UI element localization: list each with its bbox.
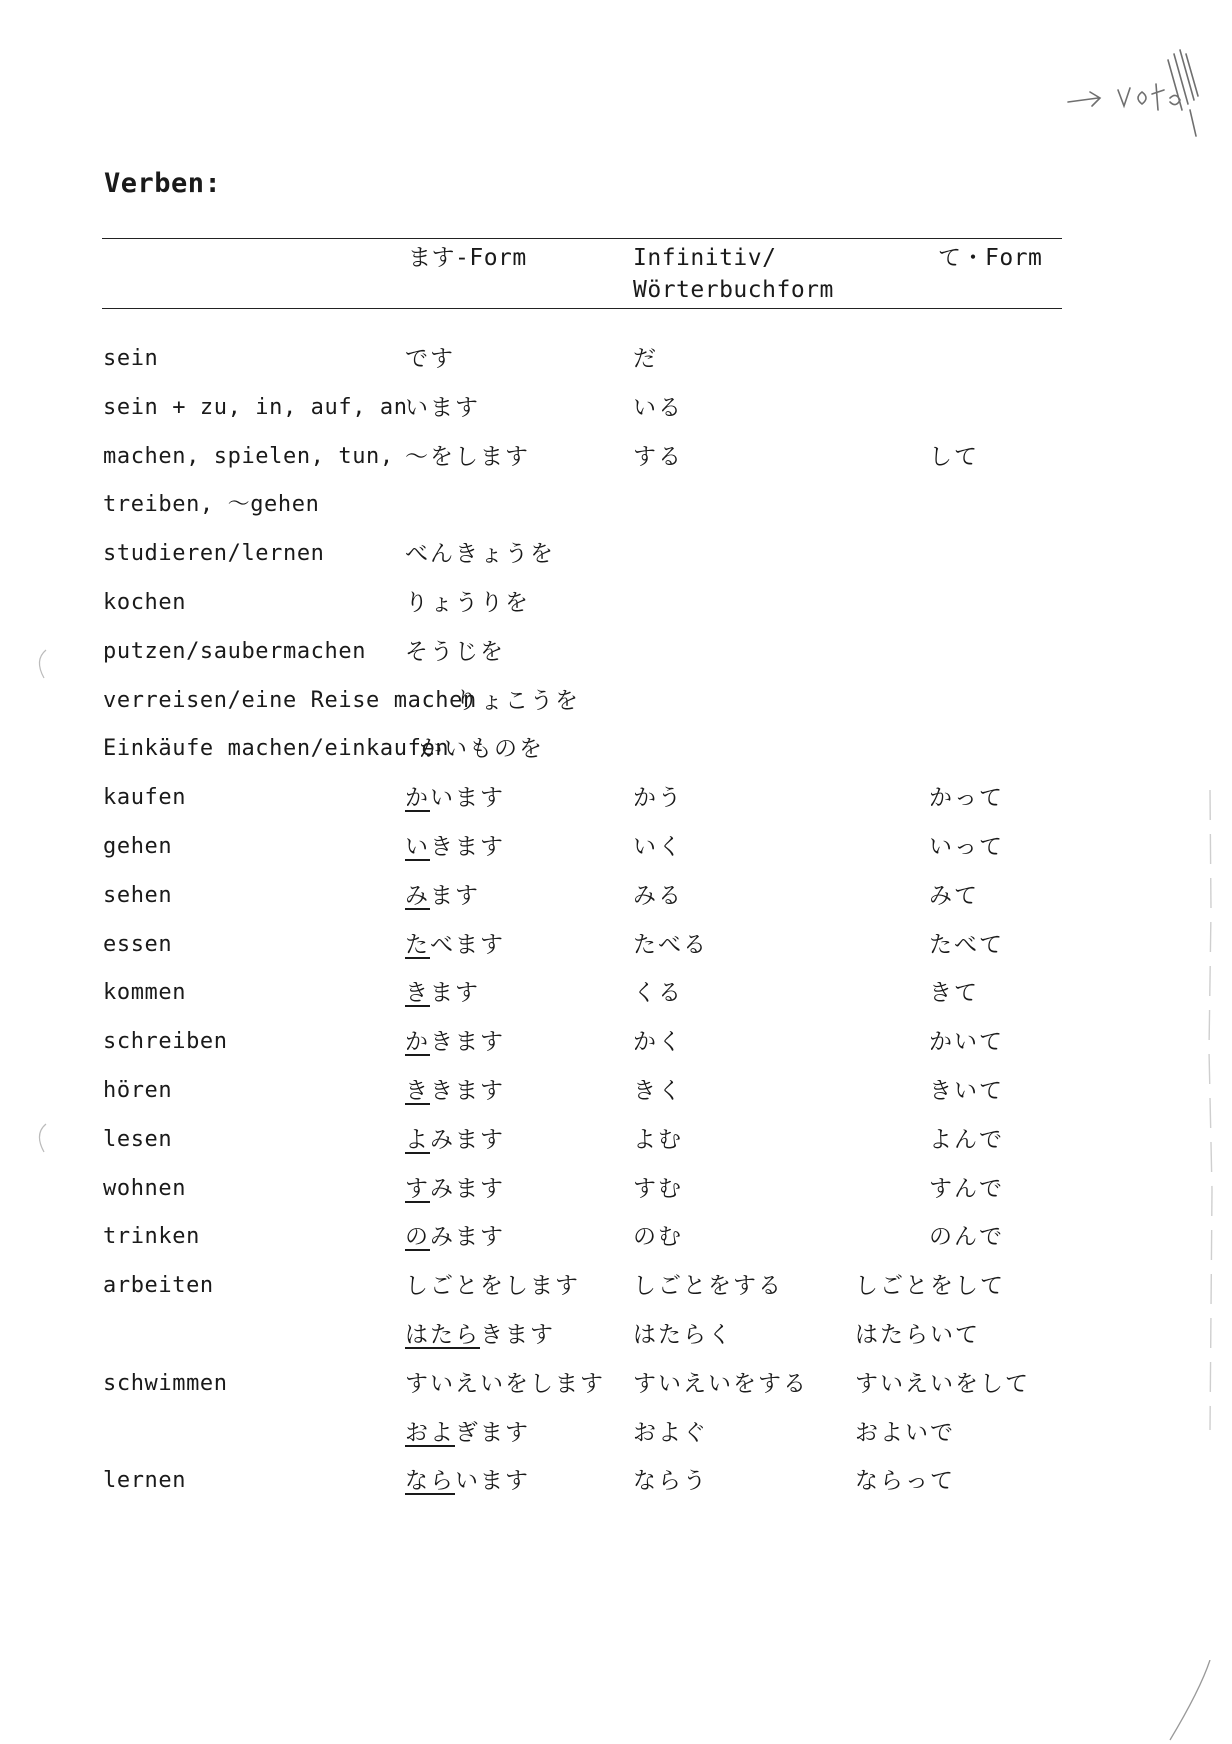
masu-stem-underlined: き: [405, 980, 430, 1007]
german-meaning: putzen/saubermachen: [103, 638, 367, 664]
masu-form: [405, 928, 505, 962]
dictionary-form: くる: [633, 980, 683, 1007]
table-row: [103, 732, 1063, 781]
dictionary-form: しごとをする: [633, 1273, 783, 1300]
te-form: しごとをして: [855, 1273, 1005, 1300]
table-row: [103, 830, 1063, 879]
dictionary-form: すむ: [633, 1175, 683, 1202]
te-form: きいて: [929, 1077, 1004, 1104]
scan-edge-mark: [30, 646, 50, 686]
table-row: [103, 684, 1063, 733]
masu-ending: かいものを: [419, 736, 544, 763]
masu-ending: きます: [430, 1077, 505, 1104]
masu-ending: きます: [430, 1029, 505, 1056]
table-row: [103, 781, 1063, 830]
table-row: [103, 537, 1063, 586]
german-meaning: Einkäufe machen/einkaufen: [103, 736, 450, 762]
masu-form: [405, 1123, 505, 1157]
masu-ending: べんきょうを: [405, 541, 555, 568]
header-infinitive-line1: Infinitiv/: [633, 245, 777, 271]
table-row: [103, 1025, 1063, 1074]
german-meaning: sein + zu, in, auf, an: [103, 394, 408, 420]
dictionary-form: およぐ: [633, 1419, 708, 1446]
table-row: [103, 586, 1063, 635]
dictionary-form: いる: [633, 394, 683, 421]
te-form: ならって: [855, 1468, 955, 1495]
masu-form: [405, 1416, 530, 1450]
masu-ending: きます: [430, 833, 505, 860]
german-meaning: sein: [103, 346, 159, 371]
table-row: [103, 1220, 1063, 1269]
masu-form: [405, 635, 505, 669]
handwritten-note-scribble: [1060, 40, 1220, 150]
header-infinitive: [633, 242, 834, 306]
masu-form: [455, 684, 580, 718]
dictionary-form: きく: [633, 1077, 683, 1104]
german-meaning: studieren/lernen: [103, 541, 325, 567]
te-form: かって: [929, 785, 1004, 812]
masu-form: [405, 1025, 505, 1059]
table-row: [103, 879, 1063, 928]
te-form: のんで: [929, 1224, 1004, 1251]
masu-ending: みます: [430, 1175, 505, 1202]
dictionary-form: はたらく: [633, 1321, 733, 1348]
masu-ending: そうじを: [405, 638, 505, 665]
header-masu-form: ます-Form: [408, 245, 527, 271]
masu-stem-underlined: た: [405, 931, 430, 958]
te-form: かいて: [929, 1029, 1004, 1056]
masu-stem-underlined: よ: [405, 1126, 430, 1153]
masu-ending: すいえいをします: [405, 1370, 605, 1397]
masu-ending: べます: [430, 931, 505, 958]
masu-form: [405, 537, 555, 571]
table-top-rule: [102, 238, 1062, 239]
scan-edge-mark: [1200, 790, 1220, 1430]
dictionary-form: だ: [633, 346, 658, 372]
scan-edge-mark: [30, 1120, 50, 1160]
dictionary-form: たべる: [633, 931, 708, 958]
page-title: Verben:: [104, 168, 222, 199]
te-form: すんで: [929, 1175, 1004, 1202]
masu-form: [405, 879, 480, 913]
masu-stem-underlined: い: [405, 833, 430, 860]
scan-edge-mark: [1160, 1660, 1220, 1744]
masu-ending: ～をします: [405, 443, 530, 470]
table-row: [103, 1318, 1063, 1367]
header-infinitive-line2: Wörterbuchform: [633, 277, 834, 303]
dictionary-form: すいえいをする: [633, 1370, 808, 1397]
table-row: [103, 440, 1063, 489]
dictionary-form: かく: [633, 1029, 683, 1056]
masu-form: [405, 391, 480, 425]
masu-stem-underlined: およ: [405, 1419, 455, 1446]
masu-form: [405, 1172, 505, 1206]
dictionary-form: よむ: [633, 1126, 683, 1153]
dictionary-form: ならう: [633, 1468, 708, 1495]
german-meaning: gehen: [103, 833, 173, 859]
german-meaning: schwimmen: [103, 1370, 228, 1396]
masu-form: [405, 976, 480, 1010]
masu-ending: りょうりを: [405, 589, 530, 616]
masu-ending: しごとをします: [405, 1273, 580, 1300]
masu-stem-underlined: はたら: [405, 1321, 480, 1348]
table-row: [103, 928, 1063, 977]
german-meaning: kochen: [103, 589, 187, 615]
table-row: [103, 1367, 1063, 1416]
masu-ending: ます: [430, 980, 480, 1007]
masu-form: [405, 1318, 555, 1352]
table-row: [103, 1074, 1063, 1123]
masu-ending: ぎます: [455, 1419, 530, 1446]
masu-form: [405, 781, 505, 815]
masu-stem-underlined: み: [405, 882, 430, 909]
te-form: はたらいて: [855, 1321, 980, 1348]
table-row: [103, 1464, 1063, 1513]
german-meaning: treiben, ～gehen: [103, 492, 320, 518]
german-meaning: lesen: [103, 1126, 173, 1152]
masu-stem-underlined: か: [405, 1029, 430, 1056]
te-form: いって: [929, 833, 1004, 860]
masu-form: [405, 830, 505, 864]
masu-ending: みます: [430, 1224, 505, 1251]
table-row: [103, 1269, 1063, 1318]
te-form: みて: [929, 882, 979, 909]
masu-ending: います: [405, 394, 480, 421]
german-meaning: kaufen: [103, 785, 187, 811]
table-header-rule: [102, 308, 1062, 309]
verb-table: [103, 342, 1063, 1513]
masu-stem-underlined: す: [405, 1175, 430, 1202]
masu-form: [405, 342, 455, 376]
masu-stem-underlined: き: [405, 1077, 430, 1104]
dictionary-form: いく: [633, 833, 683, 860]
te-form: およいで: [855, 1419, 955, 1446]
german-meaning: schreiben: [103, 1029, 228, 1055]
german-meaning: lernen: [103, 1468, 187, 1494]
german-meaning: wohnen: [103, 1175, 187, 1201]
masu-ending: みます: [430, 1126, 505, 1153]
masu-form: [405, 586, 530, 620]
te-form: よんで: [929, 1126, 1004, 1153]
masu-stem-underlined: なら: [405, 1468, 455, 1495]
masu-form: [405, 1074, 505, 1108]
german-meaning: kommen: [103, 980, 187, 1006]
masu-ending: ます: [430, 882, 480, 909]
masu-form: [405, 1220, 505, 1254]
german-meaning: sehen: [103, 882, 173, 908]
te-form: すいえいをして: [855, 1370, 1030, 1397]
table-row: [103, 976, 1063, 1025]
masu-ending: りょこうを: [455, 687, 580, 714]
masu-form: [405, 440, 530, 474]
table-row: [103, 391, 1063, 440]
te-form: たべて: [929, 931, 1004, 958]
header-te-form: て・Form: [938, 245, 1043, 271]
dictionary-form: みる: [633, 882, 683, 909]
masu-ending: います: [430, 785, 505, 812]
dictionary-form: する: [633, 443, 683, 470]
te-form: きて: [929, 980, 979, 1007]
table-row: [103, 1123, 1063, 1172]
masu-ending: です: [405, 346, 455, 372]
masu-stem-underlined: の: [405, 1224, 430, 1251]
german-meaning: hören: [103, 1077, 173, 1103]
german-meaning: verreisen/eine Reise machen: [103, 687, 477, 713]
german-meaning: arbeiten: [103, 1273, 214, 1299]
masu-ending: きます: [480, 1321, 555, 1348]
german-meaning: machen, spielen, tun,: [103, 443, 394, 469]
te-form: して: [929, 443, 979, 470]
masu-ending: います: [455, 1468, 530, 1495]
masu-form: [405, 1464, 530, 1498]
table-row: [103, 635, 1063, 684]
german-meaning: trinken: [103, 1224, 200, 1250]
masu-stem-underlined: か: [405, 785, 430, 812]
dictionary-form: のむ: [633, 1224, 683, 1251]
table-row: [103, 488, 1063, 537]
table-row: [103, 1172, 1063, 1221]
masu-form: [419, 732, 544, 766]
masu-form: [405, 1269, 580, 1303]
masu-form: [405, 1367, 605, 1401]
dictionary-form: かう: [633, 785, 683, 812]
table-row: [103, 342, 1063, 391]
table-row: [103, 1416, 1063, 1465]
german-meaning: essen: [103, 931, 173, 957]
